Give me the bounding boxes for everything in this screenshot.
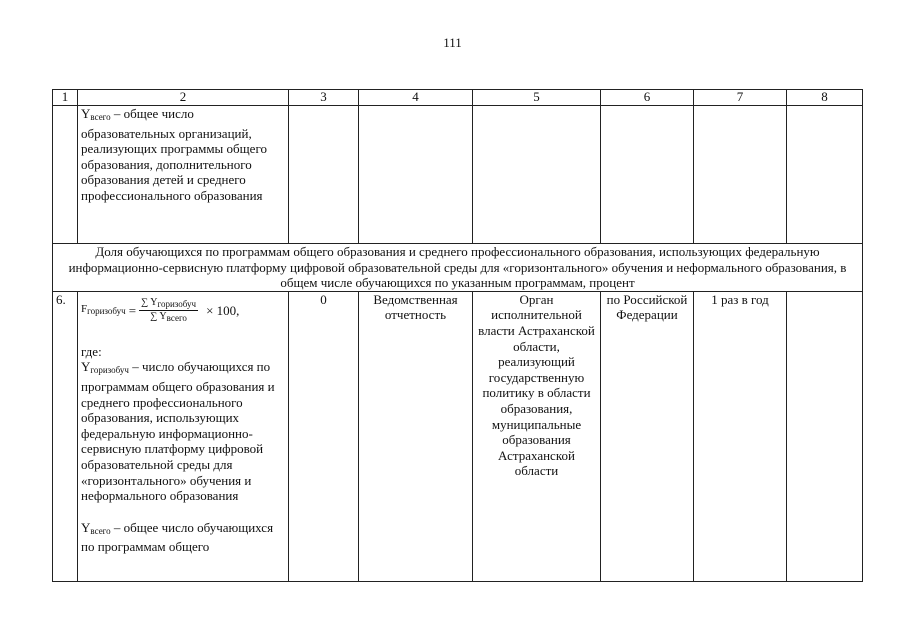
cell-empty [289, 106, 359, 244]
var-subscript: всего [90, 112, 111, 122]
header-col-1: 1 [53, 90, 78, 106]
section-title-row [53, 244, 863, 292]
formula [81, 292, 285, 328]
table-row-continued [53, 106, 863, 244]
fraction-numerator: ∑ Yгоризобуч [141, 297, 197, 310]
cell-empty [787, 106, 863, 244]
definition-horizontal: $Y_{горизобуч}$ – число обучающихся по программам общего образования и среднего профессионального образования, использующих федеральную информационно-сервисную платформу цифровой образовательной среды для «горизонтального» обучения и неформального образования [81, 359, 275, 504]
var-symbol: Y [81, 106, 91, 121]
cell-empty [601, 106, 694, 244]
cell-data-source: Ведомственная отчетность [359, 291, 473, 581]
header-col-2: 2 [78, 90, 289, 106]
cell-frequency: 1 раз в год [694, 291, 787, 581]
header-col-4: 4 [359, 90, 473, 106]
header-col-7: 7 [694, 90, 787, 106]
cell-level: по Российской Федерации [601, 291, 694, 581]
definition-total: $Y_{всего}$ – общее число обучающихся по программам общего [81, 519, 274, 555]
cell-definition [78, 106, 289, 244]
cell-responsible-body: Орган исполнительной власти Астраханской области, реализующий государственную политику в области образования, муниципальные образования Астраханской области [473, 291, 601, 581]
formula-multiplier: × 100, [206, 302, 240, 318]
header-col-6: 6 [601, 90, 694, 106]
cell-empty [694, 106, 787, 244]
cell-num [53, 106, 78, 244]
row-number: 6. [53, 291, 78, 581]
header-col-5: 5 [473, 90, 601, 106]
fraction-denominator: ∑ Yвсего [150, 311, 187, 324]
cell-empty [473, 106, 601, 244]
header-col-3: 3 [289, 90, 359, 106]
cell-formula-definition [78, 291, 289, 581]
var-definition: – общее число образовательных организаций, реализующих программы общего образования, дополнительного образования детей и среднего профессионального образования [81, 106, 267, 203]
header-col-8: 8 [787, 90, 863, 106]
formula-fraction [139, 297, 198, 324]
formula-lhs: $F_{горизобуч}$ [81, 302, 126, 316]
indicator-table [52, 89, 863, 582]
page-number: 111 [443, 35, 462, 50]
equals-sign: = [128, 302, 137, 318]
cell-baseline-value: 0 [289, 291, 359, 581]
table-header-row [53, 90, 863, 106]
cell-col-8 [787, 291, 863, 581]
table-row-6 [53, 291, 863, 581]
cell-empty [359, 106, 473, 244]
section-title: Доля обучающихся по программам общего образования и среднего профессионального образования, использующих федеральную информационно-сервисную платформу цифровой образовательной среды для «горизонтального» обучения и неформального образования, в общем числе обучающихся по указанным программам, процент [53, 244, 863, 292]
where-label: где: [81, 343, 102, 359]
